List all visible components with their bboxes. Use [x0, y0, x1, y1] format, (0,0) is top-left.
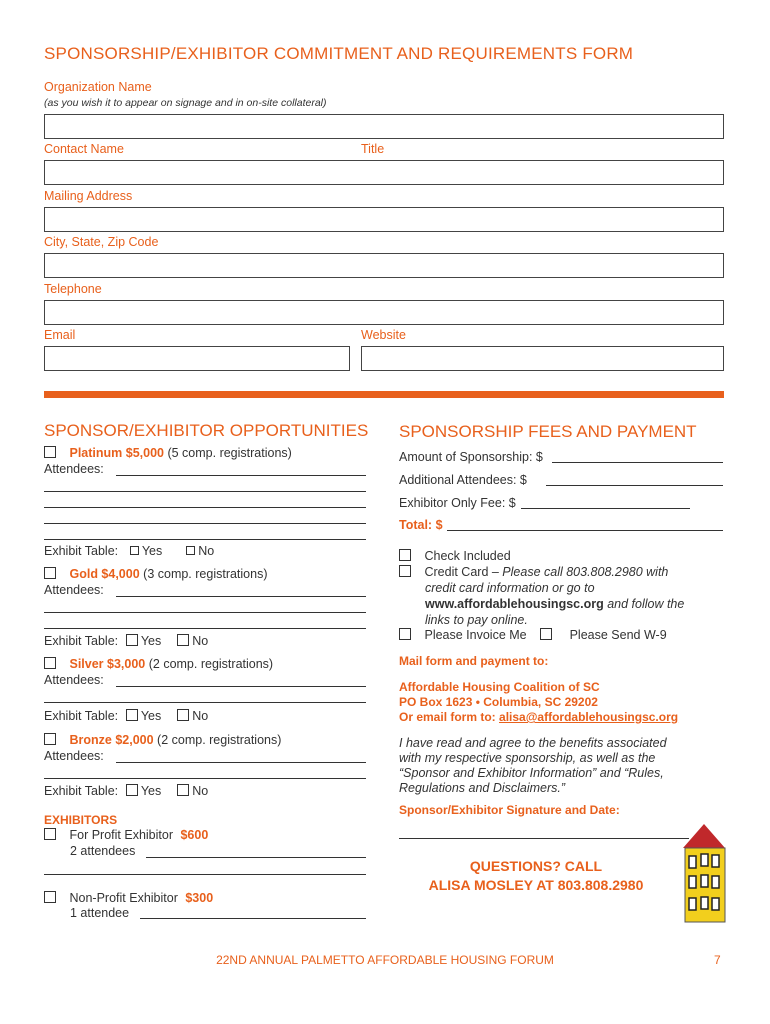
- check-option[interactable]: [399, 549, 511, 563]
- section-divider: [44, 391, 724, 398]
- signature-label: Sponsor/Exhibitor Signature and Date:: [399, 803, 620, 817]
- credit-text-2: credit card information or go to: [425, 581, 595, 595]
- city-label: City, State, Zip Code: [44, 235, 159, 249]
- platinum-attendee-line[interactable]: [44, 507, 366, 508]
- silver-attendee-line[interactable]: [116, 686, 366, 687]
- gold-option[interactable]: [44, 567, 268, 581]
- agree-line-2: with my respective sponsorship, as well as the: [399, 751, 656, 765]
- silver-attendees-label: Attendees:: [44, 673, 104, 687]
- exhibitors-heading: EXHIBITORS: [44, 813, 118, 827]
- contact-label: Contact Name: [44, 142, 124, 156]
- credit-label: Credit Card –: [424, 565, 503, 579]
- for-profit-checkbox[interactable]: [44, 828, 56, 840]
- exhibitor-only-line[interactable]: [521, 508, 690, 509]
- w9-label: Please Send W-9: [569, 628, 667, 642]
- gold-attendee-line[interactable]: [44, 628, 366, 629]
- for-profit-attendees: 2 attendees: [70, 844, 136, 858]
- silver-desc: (2 comp. registrations): [148, 657, 274, 671]
- credit-checkbox[interactable]: [399, 565, 411, 577]
- platinum-option[interactable]: [44, 446, 292, 460]
- house-illustration: [679, 822, 729, 924]
- w9-checkbox[interactable]: [540, 628, 552, 640]
- city-field[interactable]: [44, 253, 724, 278]
- yes-label: Yes: [141, 544, 163, 558]
- for-profit-price: $600: [180, 828, 209, 842]
- address-field[interactable]: [44, 207, 724, 232]
- agree-line-1: I have read and agree to the benefits associated: [399, 736, 667, 750]
- credit-option[interactable]: [399, 565, 668, 579]
- credit-text-4: and follow the: [603, 597, 685, 611]
- platinum-exhibit-table: [44, 544, 214, 558]
- no-checkbox[interactable]: [186, 546, 195, 555]
- bronze-attendees-label: Attendees:: [44, 749, 104, 763]
- exhibit-table-label: Exhibit Table:: [44, 634, 119, 648]
- silver-attendee-line[interactable]: [44, 702, 366, 703]
- credit-text-3: [425, 597, 684, 611]
- invoice-checkbox[interactable]: [399, 628, 411, 640]
- platinum-attendee-line[interactable]: [116, 475, 366, 476]
- agree-line-4: Regulations and Disclaimers.”: [399, 781, 566, 795]
- no-label: No: [192, 634, 209, 648]
- platinum-attendees-label: Attendees:: [44, 462, 104, 476]
- yes-label: Yes: [140, 634, 162, 648]
- gold-desc: (3 comp. registrations): [143, 567, 268, 581]
- mail-heading: Mail form and payment to:: [399, 654, 549, 668]
- yes-checkbox[interactable]: [130, 546, 139, 555]
- org-label: Organization Name: [44, 80, 152, 94]
- for-profit-label: For Profit Exhibitor: [69, 828, 173, 842]
- yes-checkbox[interactable]: [126, 709, 138, 721]
- gold-attendee-line[interactable]: [116, 596, 366, 597]
- silver-option[interactable]: [44, 657, 273, 671]
- platinum-attendee-line[interactable]: [44, 523, 366, 524]
- platinum-attendee-line[interactable]: [44, 539, 366, 540]
- gold-attendee-line[interactable]: [44, 612, 366, 613]
- email-field[interactable]: [44, 346, 350, 371]
- email-label: Email: [44, 328, 76, 342]
- bronze-desc: (2 comp. registrations): [157, 733, 282, 747]
- bronze-name: Bronze $2,000: [69, 733, 154, 747]
- website-field[interactable]: [361, 346, 724, 371]
- total-label: Total: $: [399, 518, 443, 532]
- bronze-checkbox[interactable]: [44, 733, 56, 745]
- gold-exhibit-table: [44, 634, 208, 648]
- platinum-desc: (5 comp. registrations): [167, 446, 292, 460]
- additional-label: Additional Attendees: $: [399, 473, 527, 487]
- platinum-name: Platinum $5,000: [69, 446, 164, 460]
- amount-label: Amount of Sponsorship: $: [399, 450, 543, 464]
- check-checkbox[interactable]: [399, 549, 411, 561]
- amount-line[interactable]: [552, 462, 723, 463]
- form-title: SPONSORSHIP/EXHIBITOR COMMITMENT AND REQUIREMENTS FORM: [44, 44, 634, 63]
- questions-line-1: QUESTIONS? CALL: [469, 858, 603, 874]
- credit-text-5: links to pay online.: [425, 613, 528, 627]
- phone-field[interactable]: [44, 300, 724, 325]
- website-label: Website: [361, 328, 406, 342]
- silver-name: Silver $3,000: [69, 657, 146, 671]
- check-label: Check Included: [424, 549, 511, 563]
- org-sublabel: (as you wish it to appear on signage and in on-site collateral): [44, 97, 327, 109]
- yes-checkbox[interactable]: [126, 634, 138, 646]
- no-checkbox[interactable]: [177, 634, 189, 646]
- address-label: Mailing Address: [44, 189, 133, 203]
- mail-line-2: PO Box 1623 • Columbia, SC 29202: [399, 695, 598, 709]
- silver-exhibit-table: [44, 709, 208, 723]
- gold-name: Gold $4,000: [69, 567, 140, 581]
- title-label: Title: [361, 142, 385, 156]
- non-profit-checkbox[interactable]: [44, 891, 56, 903]
- platinum-attendee-line[interactable]: [44, 491, 366, 492]
- yes-label: Yes: [140, 784, 162, 798]
- bronze-attendee-line[interactable]: [44, 778, 366, 779]
- bronze-option[interactable]: [44, 733, 281, 747]
- for-profit-attendee-line[interactable]: [146, 857, 366, 858]
- credit-text: Please call 803.808.2980 with: [502, 565, 669, 579]
- yes-label: Yes: [140, 709, 162, 723]
- footer-title: 22ND ANNUAL PALMETTO AFFORDABLE HOUSING FORUM: [216, 953, 554, 967]
- phone-label: Telephone: [44, 282, 102, 296]
- email-link[interactable]: alisa@affordablehousingsc.org: [499, 710, 679, 724]
- non-profit-label: Non-Profit Exhibitor: [69, 891, 178, 905]
- gold-attendees-label: Attendees:: [44, 583, 104, 597]
- mail-line-3: [399, 710, 678, 724]
- questions-line-2: ALISA MOSLEY AT 803.808.2980: [428, 877, 644, 893]
- invoice-option[interactable]: [399, 628, 667, 642]
- total-line[interactable]: [447, 530, 723, 531]
- exhibit-table-label: Exhibit Table:: [44, 709, 119, 723]
- no-label: No: [192, 709, 209, 723]
- opportunities-heading: SPONSOR/EXHIBITOR OPPORTUNITIES: [44, 421, 369, 440]
- contact-title-field[interactable]: [44, 160, 724, 185]
- non-profit-attendees: 1 attendee: [70, 906, 130, 920]
- exhibit-table-label: Exhibit Table:: [44, 544, 119, 558]
- additional-line[interactable]: [546, 485, 723, 486]
- fees-heading: SPONSORSHIP FEES AND PAYMENT: [399, 422, 697, 441]
- mail-line-1: Affordable Housing Coalition of SC: [399, 680, 600, 694]
- gold-checkbox[interactable]: [44, 567, 56, 579]
- no-checkbox[interactable]: [177, 784, 189, 796]
- for-profit-option[interactable]: [44, 828, 208, 842]
- invoice-label: Please Invoice Me: [424, 628, 527, 642]
- agree-line-3: “Sponsor and Exhibitor Information” and “Rules,: [399, 766, 664, 780]
- non-profit-price: $300: [185, 891, 214, 905]
- no-checkbox[interactable]: [177, 709, 189, 721]
- no-label: No: [192, 784, 209, 798]
- exhibitor-only-label: Exhibitor Only Fee: $: [399, 496, 516, 510]
- bronze-exhibit-table: [44, 784, 208, 798]
- non-profit-option[interactable]: [44, 891, 213, 905]
- platinum-checkbox[interactable]: [44, 446, 56, 458]
- no-label: No: [198, 544, 215, 558]
- bronze-attendee-line[interactable]: [116, 762, 366, 763]
- silver-checkbox[interactable]: [44, 657, 56, 669]
- exhibit-table-label: Exhibit Table:: [44, 784, 119, 798]
- org-name-field[interactable]: [44, 114, 724, 139]
- page-number: 7: [714, 953, 721, 967]
- email-form-label: Or email form to:: [399, 710, 500, 724]
- non-profit-attendee-line[interactable]: [140, 918, 366, 919]
- for-profit-attendee-line[interactable]: [44, 874, 366, 875]
- yes-checkbox[interactable]: [126, 784, 138, 796]
- payment-url-link[interactable]: www.affordablehousingsc.org: [425, 597, 604, 611]
- signature-line[interactable]: [399, 838, 689, 839]
